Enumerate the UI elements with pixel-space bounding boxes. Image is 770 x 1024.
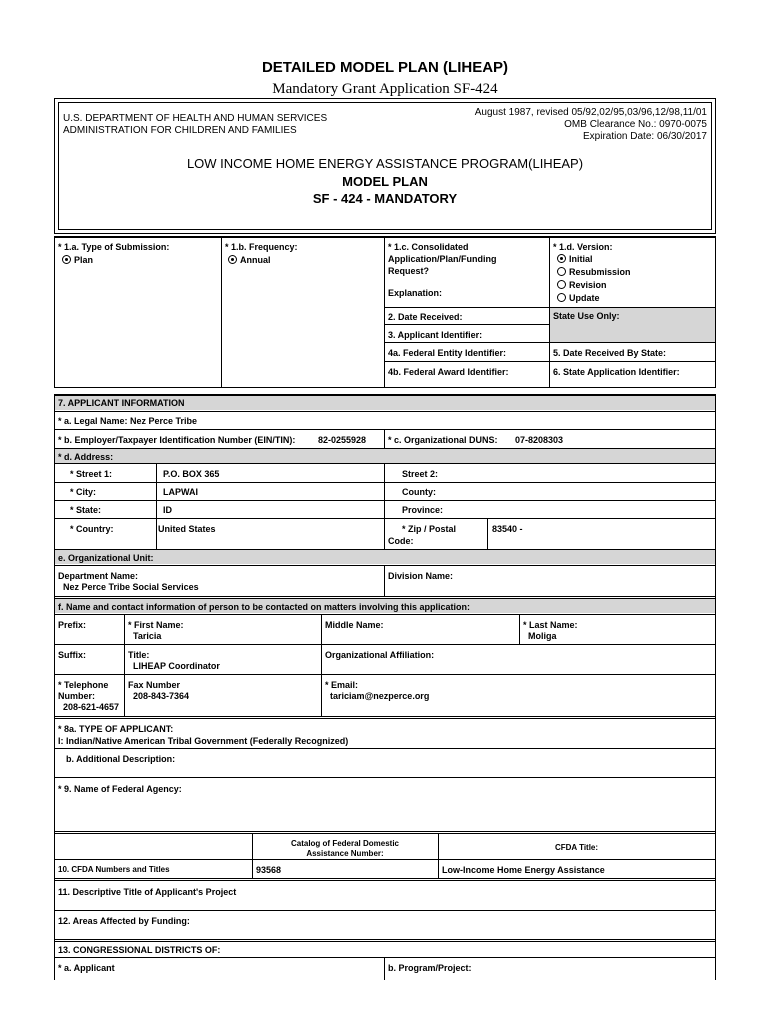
dept-name-value[interactable]: Nez Perce Tribe Social Services <box>63 582 199 592</box>
org-unit-header-shade <box>55 550 715 564</box>
resubmission-radio-icon[interactable] <box>557 267 566 276</box>
form-subtitle: Mandatory Grant Application SF-424 <box>272 81 498 97</box>
prefix-label: Prefix: <box>58 620 87 630</box>
last-name-value[interactable]: Moliga <box>528 631 557 641</box>
duns-value[interactable]: 07-8208303 <box>515 435 564 445</box>
expiration-date: Expiration Date: 06/30/2017 <box>583 131 707 142</box>
omb-clearance: OMB Clearance No.: 0970-0075 <box>564 119 707 130</box>
submission-type-plan[interactable]: Plan <box>62 254 93 266</box>
version-label: * 1.d. Version: <box>553 242 613 252</box>
congressional-applicant-label: * a. Applicant <box>58 963 115 973</box>
address-label: * d. Address: <box>58 452 114 462</box>
legal-name: * a. Legal Name: Nez Perce Tribe <box>58 416 198 426</box>
version-initial[interactable]: Initial <box>557 253 593 265</box>
consolidated-label-3: Request? <box>388 266 430 276</box>
frequency-label: * 1.b. Frequency: <box>225 242 298 252</box>
additional-description-label: b. Additional Description: <box>66 754 176 764</box>
first-name-label: * First Name: <box>128 620 184 630</box>
country-value[interactable]: United States <box>158 524 216 534</box>
cfda-title[interactable]: Low-Income Home Energy Assistance <box>442 865 605 875</box>
city-value[interactable]: LAPWAI <box>163 487 198 497</box>
contact-section-label: f. Name and contact information of person to be contacted on matters involving this application: <box>58 602 471 612</box>
last-name-label: * Last Name: <box>523 620 578 630</box>
dept-line-1: U.S. DEPARTMENT OF HEALTH AND HUMAN SERVICES <box>63 113 328 124</box>
consolidated-label-1: * 1.c. Consolidated <box>388 242 469 252</box>
federal-entity-label: 4a. Federal Entity Identifier: <box>388 348 507 358</box>
revision-radio-icon[interactable] <box>557 280 566 289</box>
state-value[interactable]: ID <box>163 505 172 515</box>
catalog-header-1: Catalog of Federal Domestic <box>290 839 400 848</box>
ein-label: * b. Employer/Taxpayer Identification Number (EIN/TIN): <box>58 435 296 445</box>
revision-line: August 1987, revised 05/92,02/95,03/96,12/98,11/01 <box>474 107 707 118</box>
sf424-title: SF - 424 - MANDATORY <box>312 191 458 206</box>
date-received-state-label: 5. Date Received By State: <box>553 348 667 358</box>
phone-label-2: Number: <box>58 691 96 701</box>
applicant-info-label: 7. APPLICANT INFORMATION <box>58 398 185 408</box>
ein-value[interactable]: 82-0255928 <box>318 435 367 445</box>
form-title: DETAILED MODEL PLAN (LIHEAP) <box>261 59 509 76</box>
date-received-label: 2. Date Received: <box>388 312 463 322</box>
zip-label-2: Code: <box>388 536 414 546</box>
update-radio-icon[interactable] <box>557 293 566 302</box>
congressional-label: 13. CONGRESSIONAL DISTRICTS OF: <box>58 945 221 955</box>
country-label: * Country: <box>70 524 114 534</box>
email-label: * Email: <box>325 680 359 690</box>
street1-value[interactable]: P.O. BOX 365 <box>163 469 220 479</box>
version-resubmission[interactable]: Resubmission <box>557 266 631 278</box>
province-label: Province: <box>402 505 444 515</box>
model-plan-title: MODEL PLAN <box>342 174 428 189</box>
cfda-title-header: CFDA Title: <box>554 843 599 852</box>
federal-agency-label: * 9. Name of Federal Agency: <box>58 784 182 794</box>
frequency-annual[interactable]: Annual <box>228 254 271 266</box>
zip-label-1: * Zip / Postal <box>402 524 457 534</box>
duns-label: * c. Organizational DUNS: <box>388 435 498 445</box>
suffix-label: Suffix: <box>58 650 86 660</box>
middle-name-label: Middle Name: <box>325 620 384 630</box>
cfda-number[interactable]: 93568 <box>256 865 282 875</box>
consolidated-label-2: Application/Plan/Funding <box>388 254 497 264</box>
city-label: * City: <box>70 487 97 497</box>
phone-label-1: * Telephone <box>58 680 109 690</box>
cfda-row-label: 10. CFDA Numbers and Titles <box>58 865 170 874</box>
annual-radio-icon[interactable] <box>228 255 237 264</box>
version-revision[interactable]: Revision <box>557 279 607 291</box>
state-app-id-label: 6. State Application Identifier: <box>553 367 680 377</box>
applicant-identifier-label: 3. Applicant Identifier: <box>388 330 483 340</box>
areas-affected-label: 12. Areas Affected by Funding: <box>58 916 190 926</box>
street1-label: * Street 1: <box>70 469 113 479</box>
address-header-shade <box>55 449 715 463</box>
email-value[interactable]: tariciam@nezperce.org <box>330 691 430 701</box>
plan-radio-icon[interactable] <box>62 255 71 264</box>
dept-name-label: Department Name: <box>58 571 139 581</box>
zip-value[interactable]: 83540 - <box>492 524 523 534</box>
affiliation-label: Organizational Affiliation: <box>325 650 435 660</box>
applicant-type-value[interactable]: I: Indian/Native American Tribal Government (Federally Recognized) <box>58 736 349 746</box>
title-label: Title: <box>128 650 150 660</box>
dept-line-2: ADMINISTRATION FOR CHILDREN AND FAMILIES <box>63 125 297 136</box>
congressional-program-label: b. Program/Project: <box>388 963 472 973</box>
applicant-type-label: * 8a. TYPE OF APPLICANT: <box>58 724 174 734</box>
org-unit-label: e. Organizational Unit: <box>58 553 154 563</box>
program-title: LOW INCOME HOME ENERGY ASSISTANCE PROGRAM(LIHEAP) <box>186 156 584 171</box>
division-name-label: Division Name: <box>388 571 454 581</box>
submission-type-label: * 1.a. Type of Submission: <box>58 242 170 252</box>
version-update[interactable]: Update <box>557 292 600 304</box>
title-value[interactable]: LIHEAP Coordinator <box>133 661 220 671</box>
state-use-label: State Use Only: <box>553 311 620 321</box>
fax-label: Fax Number <box>128 680 181 690</box>
phone-value[interactable]: 208-621-4657 <box>63 702 120 712</box>
catalog-header-2: Assistance Number: <box>306 849 384 858</box>
initial-radio-icon[interactable] <box>557 254 566 263</box>
fax-value[interactable]: 208-843-7364 <box>133 691 190 701</box>
street2-label: Street 2: <box>402 469 439 479</box>
county-label: County: <box>402 487 436 497</box>
explanation-label: Explanation: <box>388 288 443 298</box>
state-label: * State: <box>70 505 102 515</box>
federal-award-label: 4b. Federal Award Identifier: <box>388 367 509 377</box>
project-title-label: 11. Descriptive Title of Applicant's Project <box>58 887 237 897</box>
first-name-value[interactable]: Taricia <box>133 631 162 641</box>
